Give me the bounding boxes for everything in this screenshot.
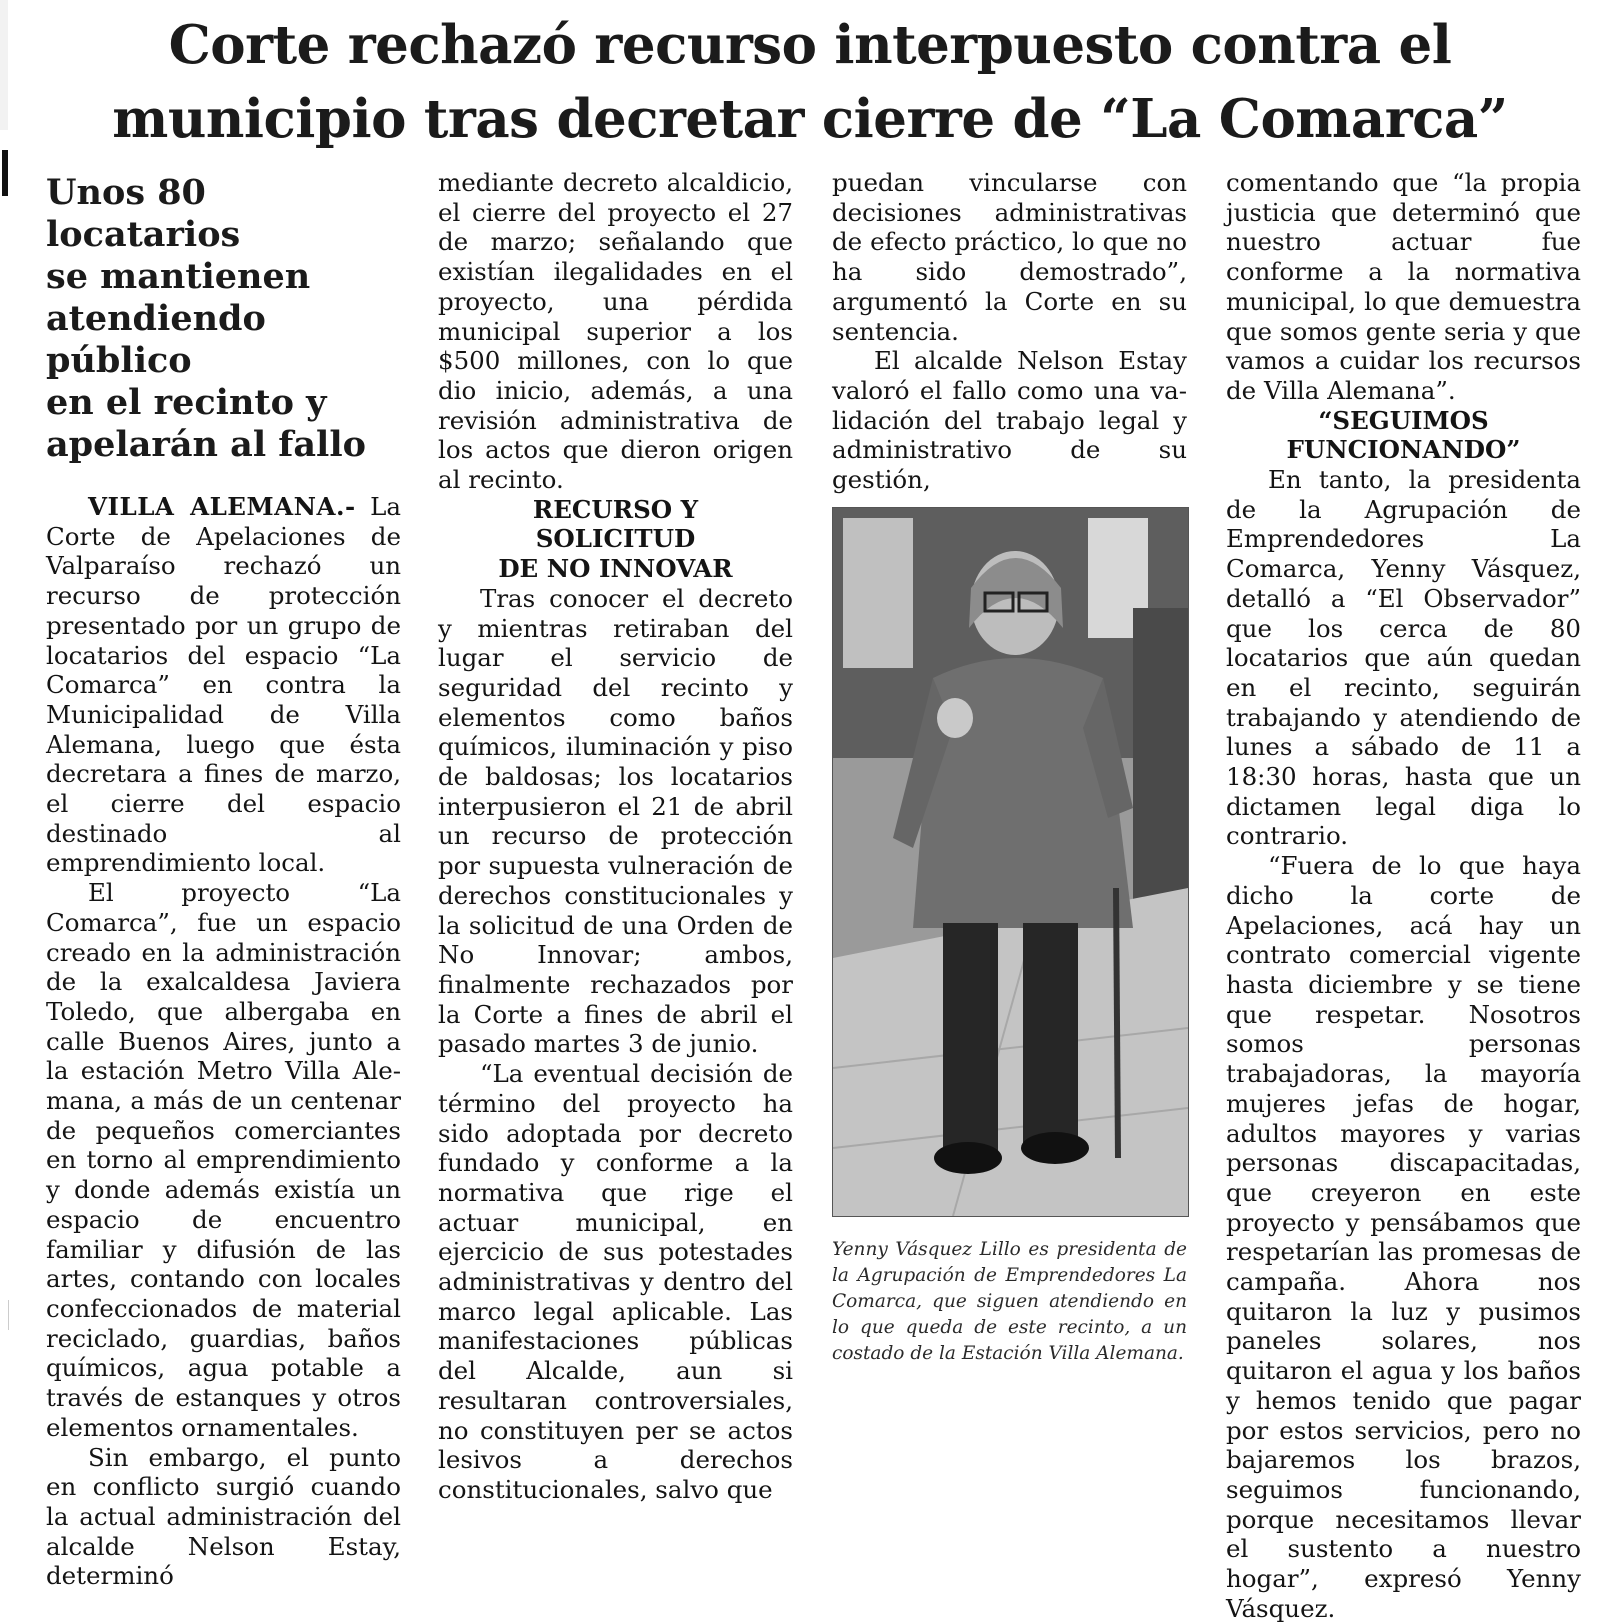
body-paragraph-1 — [46, 492, 401, 878]
column-rule — [8, 1300, 9, 1330]
body-paragraph-4: mediante decreto alcaldicio, el cierre del proyecto el 27 de marzo; señalando que existían ilegalidades en el proyecto, una pérdida municipal superior a los $500 millones, con lo que dio inicio, además, a una revisión administrativa de los actos que dieron origen al recinto. — [438, 168, 793, 495]
article-column-3 — [832, 168, 1187, 1367]
subhead-recurso — [438, 495, 793, 584]
body-paragraph-5: Tras conocer el decreto y mientras retiraban del lugar el servicio de seguridad del recinto y elementos como baños químicos, iluminación y piso de baldosas; los locatarios interpusieron el 21 de abril un recurso de protección por supuesta vulneración de derechos constitucionales y la solicitud de una Orden de No Innovar; ambos, finalmente rechazados por la Corte a fines de abril el pasado martes 3 de junio. — [438, 583, 793, 1059]
body-paragraph-8: El alcalde Nelson Estay valoró el fallo como una validación del trabajo legal y administrativo de su gestión, — [832, 346, 1187, 495]
subhead-seguimos-line-1: “SEGUIMOS — [1318, 405, 1489, 435]
body-paragraph-10: En tanto, la presidenta de la Agrupación de Emprendedores La Comarca, Yenny Vásquez, detalló a “El Observador” que los cerca de 80 locatarios que aún quedan en el recinto, seguirán trabajando y atendiendo de lunes a sábado de 11 a 18:30 horas, hasta que un dictamen legal diga lo contrario. — [1226, 465, 1581, 851]
headline-line-1: Corte rechazó recurso interpuesto contra el — [168, 14, 1452, 76]
photo-illustration — [833, 508, 1188, 1216]
headline — [90, 8, 1530, 156]
article-column-1 — [46, 168, 401, 1591]
body-paragraph-1-text: La Corte de Apelaciones de Valparaíso rechazó un recurso de protección presentado por un grupo de locatarios del espacio “La Comarca” en contra la Municipalidad de Villa Alemana, luego que ésta decretara a fines de marzo, el cierre del espacio destinado al emprendimiento local. — [46, 492, 401, 878]
article-column-2 — [438, 168, 793, 1505]
dateline: VILLA ALEMANA.- — [88, 492, 356, 521]
photo-caption: Yenny Vásquez Lillo es presidenta de la Agrupación de Emprendedores La Comarca, que siguen atendiendo en lo que queda de este recinto, a un costado de la Estación Villa Alemana. — [832, 1238, 1187, 1364]
body-paragraph-9: comentando que “la propia justicia que determinó que nuestro actuar fue conforme a la normativa municipal, lo que demuestra que somos gente seria y que vamos a cuidar los recursos de Villa Alemana”. — [1226, 168, 1581, 405]
deck-line-3: atendiendo público — [46, 298, 266, 381]
page-edge-shade — [0, 0, 8, 130]
subhead-seguimos-line-2: FUNCIONANDO” — [1286, 435, 1521, 465]
news-photo — [832, 507, 1189, 1217]
deck-subheadline — [46, 172, 401, 466]
headline-line-2: municipio tras decretar cierre de “La Comarca” — [112, 88, 1508, 150]
subhead-recurso-line-3: DE NO INNOVAR — [498, 554, 733, 584]
deck-line-5: apelarán al fallo — [46, 424, 366, 465]
subhead-recurso-line-2: SOLICITUD — [535, 524, 696, 554]
deck-line-2: se mantienen — [46, 256, 311, 297]
body-paragraph-2: El proyecto “La Comarca”, fue un espacio creado en la administración de la exalcaldesa Javiera Toledo, que albergaba en calle Buenos Aires, junto a la estación Metro Villa Alemana, a más de un centenar de pequeños comerciantes en torno al emprendimiento y donde además existía un espacio de encuentro familiar y difusión de las artes, contando con locales confeccionados de material reciclado, guardias, baños químicos, agua potable a través de estanques y otros elementos ornamentales. — [46, 878, 401, 1442]
section-marker-bar — [2, 150, 8, 196]
body-paragraph-7: puedan vincularse con decisiones administrativas de efecto práctico, lo que no ha sido demostrado”, argumentó la Corte en su sentencia. — [832, 168, 1187, 346]
subhead-seguimos — [1226, 406, 1581, 465]
body-paragraph-3: Sin embargo, el punto en conflicto surgió cuando la actual administración del alcalde Nelson Estay, determinó — [46, 1442, 401, 1591]
deck-line-1: Unos 80 locatarios — [46, 172, 241, 255]
subhead-recurso-line-1: RECURSO Y — [532, 494, 699, 524]
article-column-4 — [1226, 168, 1581, 1623]
deck-line-4: en el recinto y — [46, 382, 327, 423]
body-paragraph-6: “La eventual decisión de término del proyecto ha sido adoptada por decreto fundado y conforme a la normativa que rige el actuar municipal, en ejercicio de sus potestades administrativas y dentro del marco legal aplicable. Las manifestaciones públicas del Alcalde, aun si resultaran controversiales, no constituyen per se actos lesivos a derechos constitucionales, salvo que — [438, 1059, 793, 1504]
body-paragraph-11: “Fuera de lo que haya dicho la corte de Apelaciones, acá hay un contrato comercial vigente hasta diciembre y se tiene que respetar. Nosotros somos personas trabajadoras, la mayoría mujeres jefas de hogar, adultos mayores y varias personas discapacitadas, que creyeron en este proyecto y pensábamos que respetarían las promesas de campaña. Ahora nos quitaron la luz y pusimos paneles solares, nos quitaron el agua y los baños y hemos tenido que pagar por estos servicios, pero no bajaremos los brazos, seguimos funcionando, porque necesitamos llevar el sustento a nuestro hogar”, expresó Yenny Vásquez. — [1226, 851, 1581, 1623]
